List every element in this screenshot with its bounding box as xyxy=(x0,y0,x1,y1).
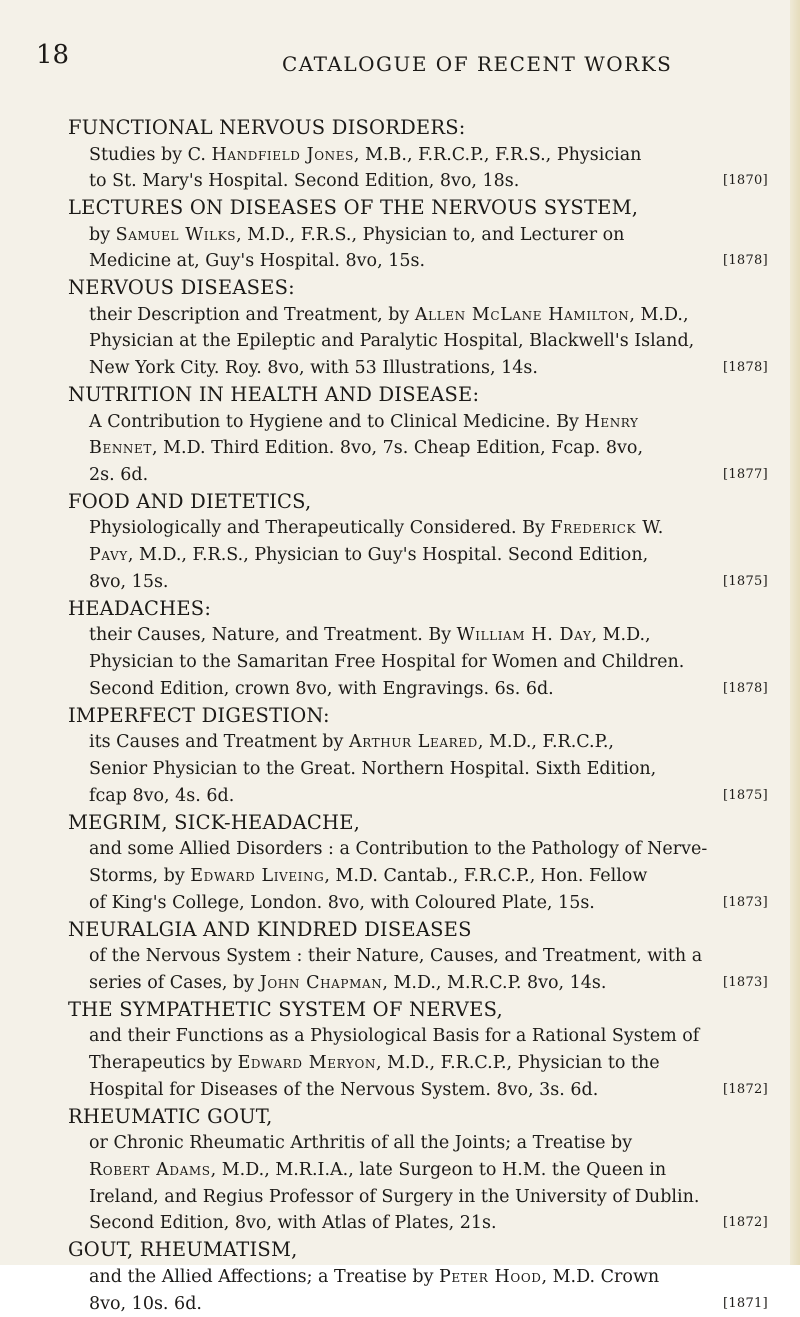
description-line xyxy=(89,302,768,329)
publication-year: [1875] xyxy=(723,574,768,589)
text-segment: , M.D., F.R.C.P., xyxy=(478,732,614,752)
author-name: Pavy xyxy=(89,545,128,565)
catalogue-entry xyxy=(68,115,768,195)
text-segment: , M.D., F.R.C.P., Physician to the xyxy=(376,1053,660,1073)
text-segment: Second Edition, 8vo, with Atlas of Plates, 21s. xyxy=(89,1213,497,1233)
description-line xyxy=(89,622,768,649)
entry-description xyxy=(68,1130,768,1237)
author-name: Peter Hood xyxy=(439,1267,541,1287)
entry-description xyxy=(68,622,768,702)
description-line xyxy=(89,1291,768,1317)
text-segment: , M.D., F.R.S., Physician to Guy's Hospital. Second Edition, xyxy=(128,545,648,565)
description-line xyxy=(89,222,768,249)
text-segment: its Causes and Treatment by xyxy=(89,732,349,752)
author-name: Handfield Jones xyxy=(212,145,354,165)
text-segment: their Causes, Nature, and Treatment. By xyxy=(89,625,457,645)
text-segment: or Chronic Rheumatic Arthritis of all the Joints; a Treatise by xyxy=(89,1133,632,1153)
text-segment: and the Allied Affections; a Treatise by xyxy=(89,1267,439,1287)
text-segment: Storms, by xyxy=(89,866,190,886)
text-segment: A Contribution to Hygiene and to Clinical Medicine. By xyxy=(89,412,584,432)
publication-year: [1877] xyxy=(723,467,768,482)
publication-year: [1875] xyxy=(723,788,768,803)
page-edge xyxy=(790,0,800,1265)
text-segment: Medicine at, Guy's Hospital. 8vo, 15s. xyxy=(89,251,425,271)
text-segment: Senior Physician to the Great. Northern Hospital. Sixth Edition, xyxy=(89,759,656,779)
catalogue-list xyxy=(68,115,768,1317)
description-line xyxy=(89,943,768,970)
description-line xyxy=(89,970,768,997)
entry-description xyxy=(68,1264,768,1317)
catalogue-entry xyxy=(68,382,768,489)
text-segment: Therapeutics by xyxy=(89,1053,238,1073)
text-segment: Ireland, and Regius Professor of Surgery in the University of Dublin. xyxy=(89,1187,699,1207)
text-segment: and their Functions as a Physiological Basis for a Rational System of xyxy=(89,1026,699,1046)
text-segment: , M.D., xyxy=(629,305,688,325)
entry-title: MEGRIM, SICK-HEADACHE, xyxy=(68,810,768,837)
description-line xyxy=(89,756,768,783)
description-line xyxy=(89,836,768,863)
text-segment: of King's College, London. 8vo, with Coloured Plate, 15s. xyxy=(89,893,595,913)
catalogue-entry xyxy=(68,997,768,1104)
entry-description xyxy=(68,943,768,997)
entry-title: HEADACHES: xyxy=(68,596,768,623)
author-name: John Chapman xyxy=(260,973,383,993)
description-line xyxy=(89,1050,768,1077)
publication-year: [1872] xyxy=(723,1082,768,1097)
author-name: Samuel Wilks xyxy=(116,225,236,245)
entry-title: GOUT, RHEUMATISM, xyxy=(68,1237,768,1264)
author-name: Allen McLane Hamilton xyxy=(415,305,630,325)
description-line xyxy=(89,542,768,569)
running-head: CATALOGUE OF RECENT WORKS xyxy=(282,52,672,76)
description-line xyxy=(89,462,768,489)
author-name: Henry xyxy=(584,412,638,432)
publication-year: [1870] xyxy=(723,173,768,188)
entry-title: THE SYMPATHETIC SYSTEM OF NERVES, xyxy=(68,997,768,1024)
description-line xyxy=(89,515,768,542)
description-line xyxy=(89,409,768,436)
text-segment: series of Cases, by xyxy=(89,973,260,993)
author-name: Frederick W. xyxy=(550,518,664,538)
entry-title: NEURALGIA AND KINDRED DISEASES xyxy=(68,917,768,944)
description-line xyxy=(89,1264,768,1291)
publication-year: [1873] xyxy=(723,975,768,990)
entry-title: FUNCTIONAL NERVOUS DISORDERS: xyxy=(68,115,768,142)
description-line xyxy=(89,729,768,756)
entry-description xyxy=(68,302,768,382)
text-segment: , M.D. Crown xyxy=(542,1267,660,1287)
text-segment: Physician at the Epileptic and Paralytic Hospital, Blackwell's Island, xyxy=(89,331,694,351)
description-line xyxy=(89,142,768,169)
text-segment: fcap 8vo, 4s. 6d. xyxy=(89,786,234,806)
text-segment: , M.B., F.R.C.P., F.R.S., Physician xyxy=(354,145,642,165)
text-segment: by xyxy=(89,225,116,245)
entry-title: FOOD AND DIETETICS, xyxy=(68,489,768,516)
catalogue-entry xyxy=(68,195,768,275)
text-segment: , M.D., F.R.S., Physician to, and Lecturer on xyxy=(236,225,624,245)
publication-year: [1878] xyxy=(723,253,768,268)
description-line xyxy=(89,1184,768,1211)
text-segment: Second Edition, crown 8vo, with Engravings. 6s. 6d. xyxy=(89,679,554,699)
author-name: Bennet xyxy=(89,438,152,458)
text-segment: , M.D. Cantab., F.R.C.P., Hon. Fellow xyxy=(324,866,647,886)
entry-description xyxy=(68,222,768,276)
author-name: Edward Liveing xyxy=(190,866,324,886)
description-line xyxy=(89,328,768,355)
text-segment: to St. Mary's Hospital. Second Edition, 8vo, 18s. xyxy=(89,171,519,191)
description-line xyxy=(89,355,768,382)
description-line xyxy=(89,863,768,890)
text-segment: New York City. Roy. 8vo, with 53 Illustrations, 14s. xyxy=(89,358,538,378)
text-segment: 8vo, 15s. xyxy=(89,572,169,592)
text-segment: of the Nervous System : their Nature, Causes, and Treatment, with a xyxy=(89,946,702,966)
author-name: William H. Day xyxy=(457,625,592,645)
text-segment: , M.D., xyxy=(591,625,650,645)
entry-description xyxy=(68,836,768,916)
text-segment: and some Allied Disorders : a Contribution to the Pathology of Nerve- xyxy=(89,839,707,859)
catalogue-entry xyxy=(68,703,768,810)
description-line xyxy=(89,1077,768,1104)
author-name: Robert Adams xyxy=(89,1160,211,1180)
description-line xyxy=(89,1210,768,1237)
description-line xyxy=(89,168,768,195)
text-segment: Physician to the Samaritan Free Hospital for Women and Children. xyxy=(89,652,684,672)
publication-year: [1871] xyxy=(723,1296,768,1311)
entry-description xyxy=(68,515,768,595)
catalogue-entry xyxy=(68,275,768,382)
entry-description xyxy=(68,142,768,196)
publication-year: [1878] xyxy=(723,360,768,375)
text-segment: Studies by C. xyxy=(89,145,212,165)
entry-title: NERVOUS DISEASES: xyxy=(68,275,768,302)
text-segment: 8vo, 10s. 6d. xyxy=(89,1294,202,1314)
catalogue-entry xyxy=(68,489,768,596)
catalogue-entry xyxy=(68,810,768,917)
description-line xyxy=(89,1130,768,1157)
catalogue-entry xyxy=(68,917,768,997)
author-name: Edward Meryon xyxy=(238,1053,376,1073)
description-line xyxy=(89,676,768,703)
text-segment: Hospital for Diseases of the Nervous System. 8vo, 3s. 6d. xyxy=(89,1080,598,1100)
catalogue-entry xyxy=(68,596,768,703)
entry-description xyxy=(68,729,768,809)
publication-year: [1873] xyxy=(723,895,768,910)
catalogue-entry xyxy=(68,1237,768,1317)
entry-title: LECTURES ON DISEASES OF THE NERVOUS SYSTEM, xyxy=(68,195,768,222)
page-number: 18 xyxy=(36,40,69,70)
description-line xyxy=(89,1023,768,1050)
text-segment: Physiologically and Therapeutically Considered. By xyxy=(89,518,550,538)
description-line xyxy=(89,569,768,596)
text-segment: , M.D. Third Edition. 8vo, 7s. Cheap Edition, Fcap. 8vo, xyxy=(152,438,643,458)
text-segment: their Description and Treatment, by xyxy=(89,305,415,325)
entry-title: NUTRITION IN HEALTH AND DISEASE: xyxy=(68,382,768,409)
description-line xyxy=(89,1157,768,1184)
publication-year: [1872] xyxy=(723,1215,768,1230)
description-line xyxy=(89,890,768,917)
entry-title: RHEUMATIC GOUT, xyxy=(68,1104,768,1131)
author-name: Arthur Leared xyxy=(349,732,478,752)
entry-title: IMPERFECT DIGESTION: xyxy=(68,703,768,730)
description-line xyxy=(89,649,768,676)
text-segment: , M.D., M.R.I.A., late Surgeon to H.M. the Queen in xyxy=(211,1160,667,1180)
description-line xyxy=(89,783,768,810)
text-segment: 2s. 6d. xyxy=(89,465,148,485)
entry-description xyxy=(68,1023,768,1103)
entry-description xyxy=(68,409,768,489)
catalogue-entry xyxy=(68,1104,768,1238)
text-segment: , M.D., M.R.C.P. 8vo, 14s. xyxy=(382,973,606,993)
description-line xyxy=(89,248,768,275)
publication-year: [1878] xyxy=(723,681,768,696)
description-line xyxy=(89,435,768,462)
